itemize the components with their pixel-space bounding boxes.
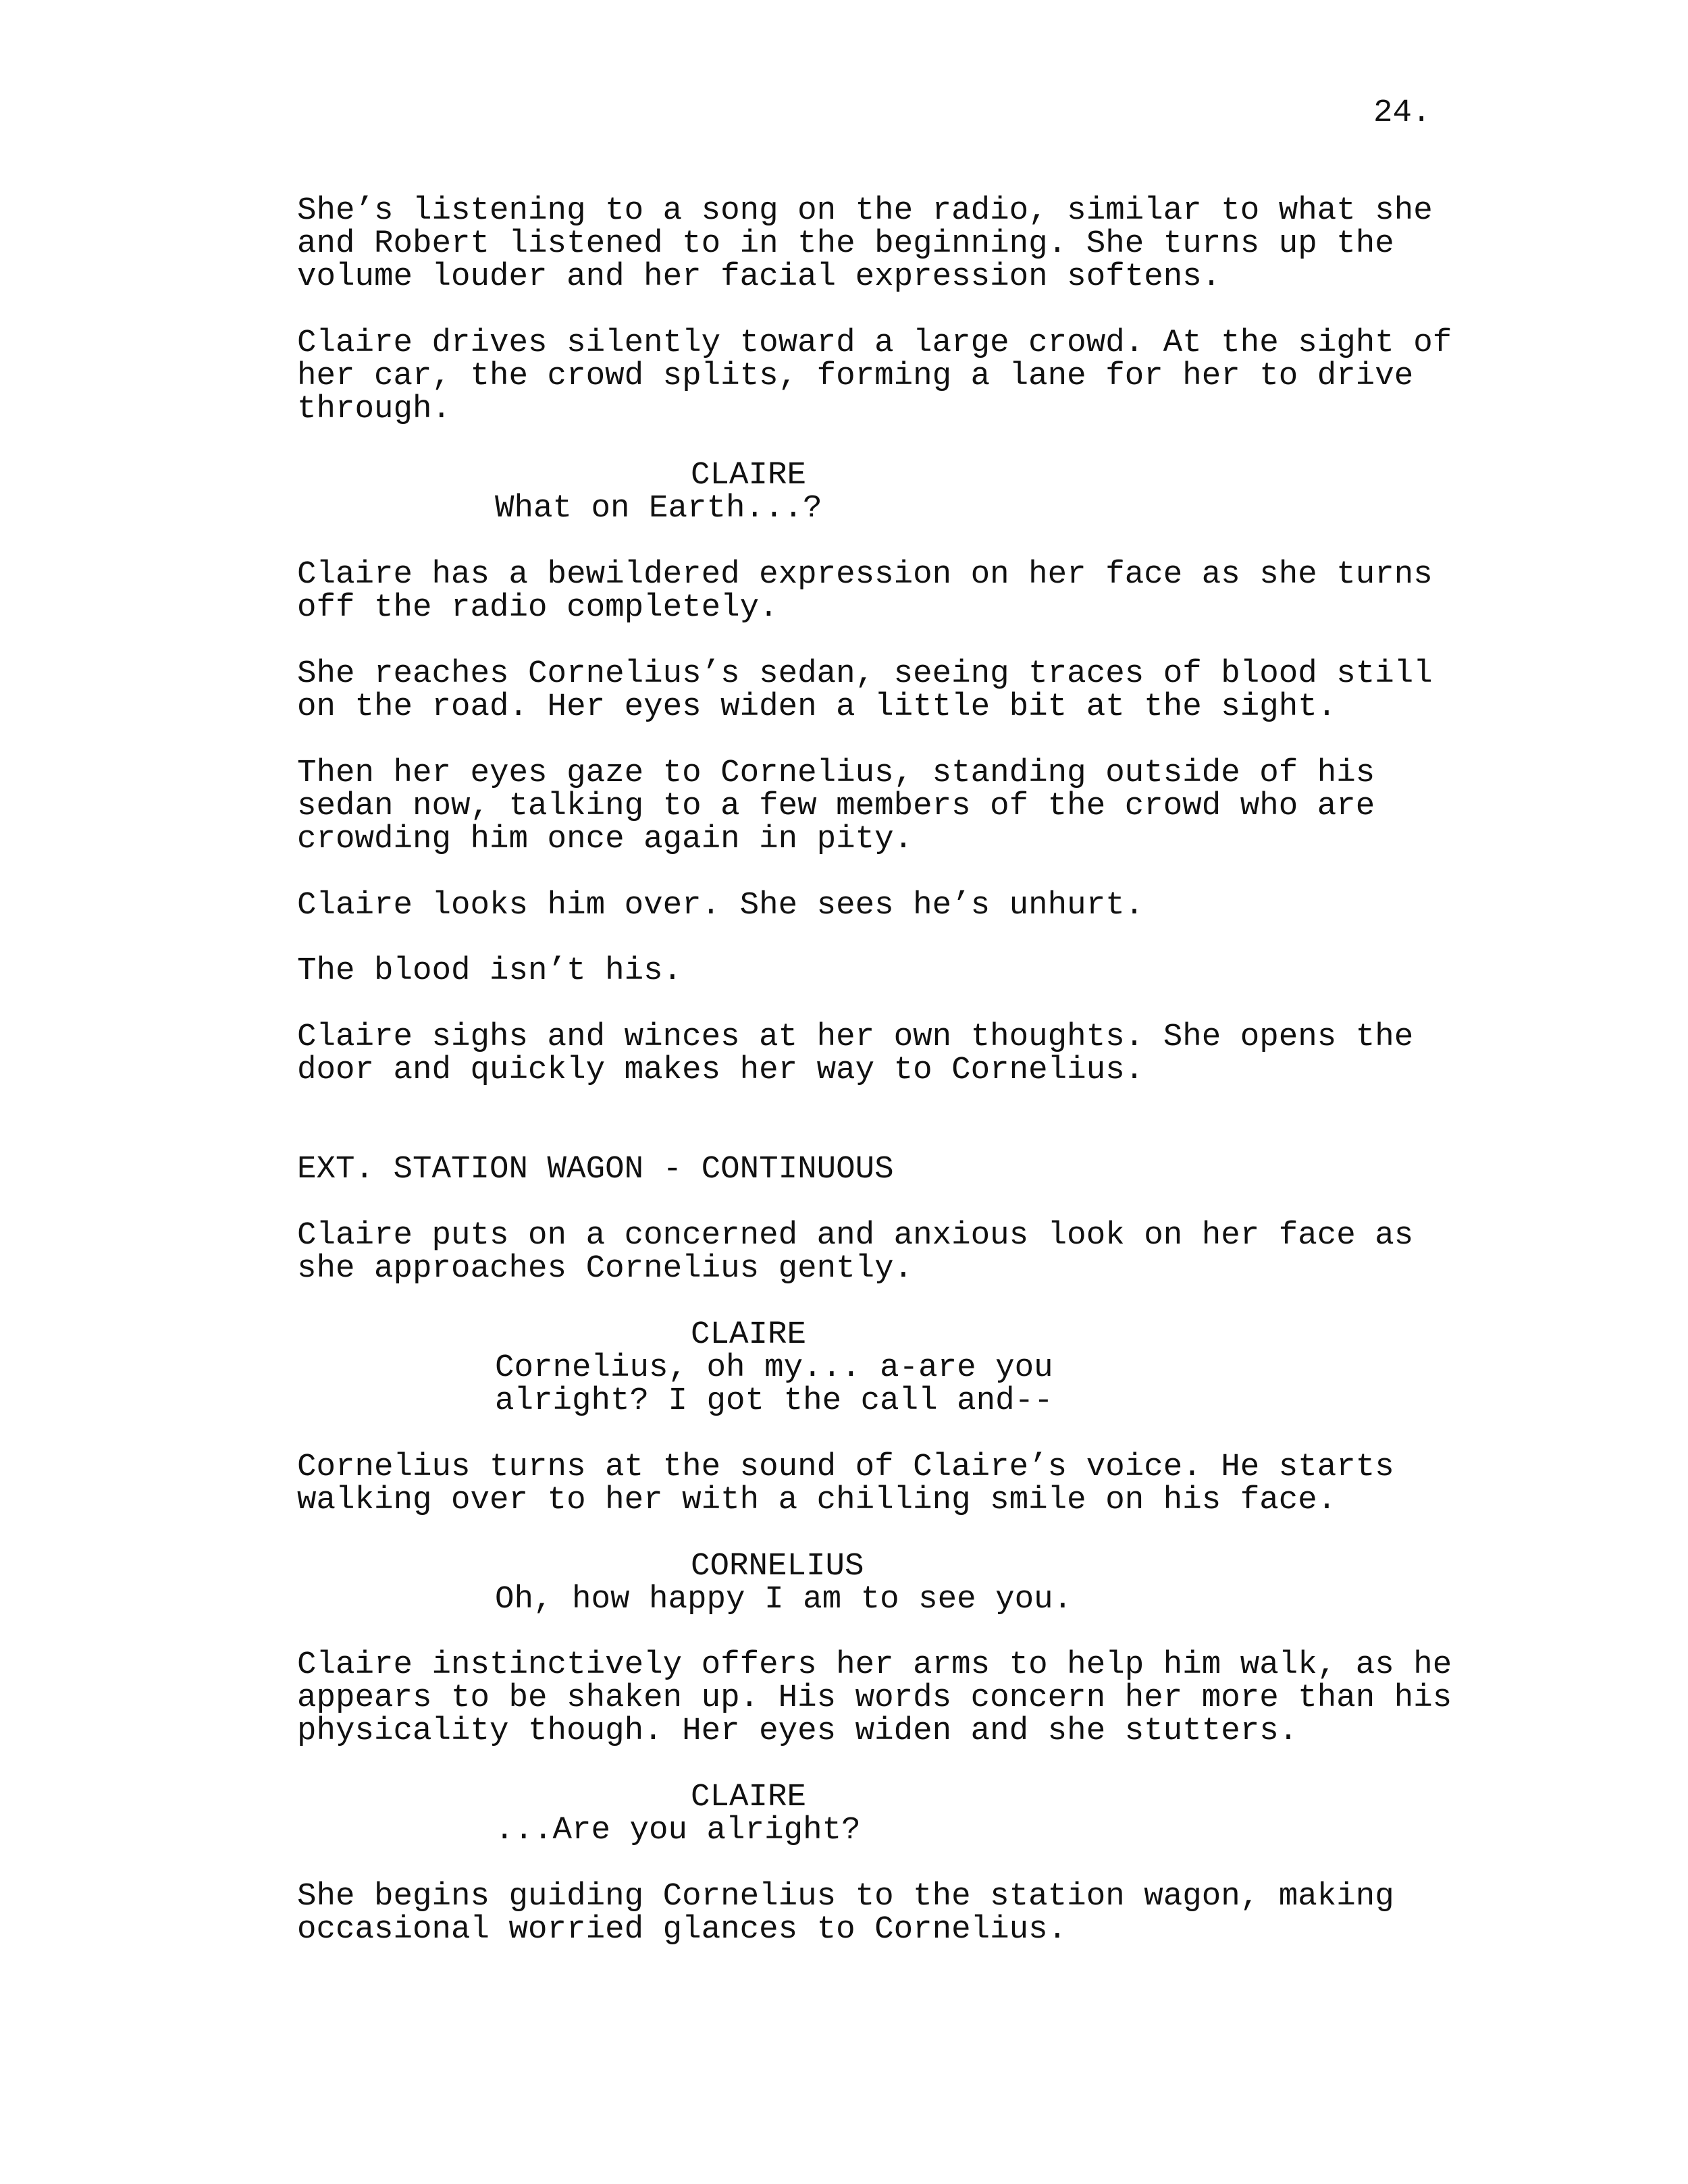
page-number: 24. [1373,95,1431,131]
character-name: CLAIRE [691,1779,807,1815]
action-paragraph: She’s listening to a song on the radio, similar to what she and Robert listened to in the beginning. She turns up the volume louder and her facial expression softens. [297,192,1433,295]
action-paragraph: Claire puts on a concerned and anxious look on her face as she approaches Cornelius gently. [297,1217,1414,1287]
character-name: CLAIRE [691,1316,807,1353]
dialogue-line: ...Are you alright? [495,1812,861,1848]
character-name: CORNELIUS [691,1548,864,1584]
dialogue-line: What on Earth...? [495,490,822,527]
action-paragraph: Claire instinctively offers her arms to help him walk, as he appears to be shaken up. His words concern her more than his physicality though. Her eyes widen and she stutters. [297,1647,1452,1749]
dialogue-line: Cornelius, oh my... a-are you alright? I got the call and-- [495,1350,1053,1419]
action-paragraph: She begins guiding Cornelius to the station wagon, making occasional worried glances to Cornelius. [297,1878,1394,1948]
action-paragraph: The blood isn’t his. [297,953,683,989]
dialogue-line: Oh, how happy I am to see you. [495,1581,1073,1618]
action-paragraph: Then her eyes gaze to Cornelius, standing outside of his sedan now, talking to a few members of the crowd who are crowding him once again in pity. [297,755,1375,857]
action-paragraph: Claire drives silently toward a large crowd. At the sight of her car, the crowd splits, forming a lane for her to drive through. [297,325,1452,427]
action-paragraph: Cornelius turns at the sound of Claire’s voice. He starts walking over to her with a chilling smile on his face. [297,1449,1394,1518]
action-paragraph: Claire sighs and winces at her own thoughts. She opens the door and quickly makes her way to Cornelius. [297,1019,1414,1088]
action-paragraph: She reaches Cornelius’s sedan, seeing traces of blood still on the road. Her eyes widen a little bit at the sight. [297,656,1433,725]
character-name: CLAIRE [691,457,807,494]
action-paragraph: Claire has a bewildered expression on her face as she turns off the radio completely. [297,556,1433,626]
scene-heading: EXT. STATION WAGON - CONTINUOUS [297,1151,894,1188]
action-paragraph: Claire looks him over. She sees he’s unhurt. [297,887,1144,924]
